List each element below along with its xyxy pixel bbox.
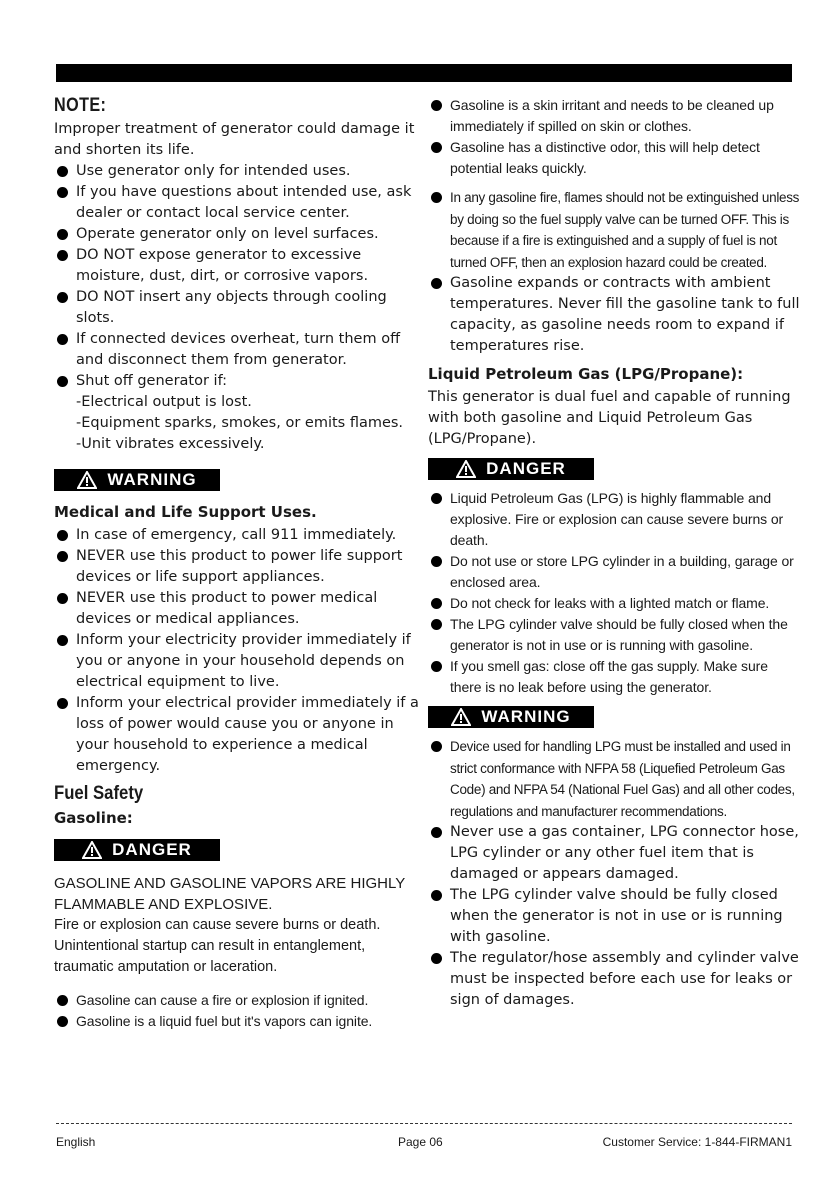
- note-heading: NOTE:: [54, 95, 107, 116]
- list-item: Gasoline has a distinctive odor, this will help detect potential leaks quickly.: [428, 137, 800, 179]
- gasoline-expansion-list: [428, 273, 800, 357]
- list-item: Gasoline is a skin irritant and needs to be cleaned up immediately if spilled on skin or clothes.: [428, 95, 800, 137]
- shutoff-condition: -Electrical output is lost.: [76, 394, 252, 410]
- list-item: Gasoline can cause a fire or explosion if ignited.: [54, 990, 424, 1011]
- warning-banner: [54, 469, 220, 491]
- list-item: The LPG cylinder valve should be fully closed when the generator is not in use or is running with gasoline.: [428, 614, 800, 656]
- footer-language: English: [56, 1135, 96, 1149]
- lpg-warning-list: [428, 736, 800, 822]
- list-item: NEVER use this product to power life support devices or life support appliances.: [54, 546, 424, 588]
- list-item: If connected devices overheat, turn them off and disconnect them from generator.: [54, 329, 424, 371]
- gasoline-fire-list: [428, 187, 800, 273]
- list-item: Liquid Petroleum Gas (LPG) is highly flammable and explosive. Fire or explosion can cause severe burns or death.: [428, 488, 800, 551]
- left-column: [54, 95, 424, 1032]
- warning-triangle-icon: [77, 471, 97, 489]
- gasoline-caps-warning: GASOLINE AND GASOLINE VAPORS ARE HIGHLY FLAMMABLE AND EXPLOSIVE.: [54, 875, 405, 913]
- lpg-heading: Liquid Petroleum Gas (LPG/Propane):: [428, 365, 744, 383]
- medical-heading: Medical and Life Support Uses.: [54, 503, 317, 521]
- lpg-text: This generator is dual fuel and capable of running with both gasoline and Liquid Petroleum Gas (LPG/Propane).: [428, 389, 791, 447]
- warning-label: WARNING: [107, 470, 197, 489]
- list-item: Do not check for leaks with a lighted match or flame.: [428, 593, 800, 614]
- list-item: Gasoline is a liquid fuel but it's vapors can ignite.: [54, 1011, 424, 1032]
- list-item: The LPG cylinder valve should be fully closed when the generator is not in use or is running with gasoline.: [428, 885, 800, 948]
- list-item: DO NOT insert any objects through cooling slots.: [54, 287, 424, 329]
- list-item: Use generator only for intended uses.: [54, 161, 424, 182]
- gasoline-list-continued: [428, 95, 800, 179]
- list-item: Operate generator only on level surfaces.: [54, 224, 424, 245]
- warning-triangle-icon: [451, 708, 471, 726]
- danger-banner: [54, 839, 220, 861]
- shutoff-condition: -Unit vibrates excessively.: [76, 436, 265, 452]
- gasoline-heading: Gasoline:: [54, 809, 133, 827]
- footer-page-number: Page 06: [398, 1135, 443, 1149]
- warning-label: WARNING: [481, 707, 571, 726]
- list-item: Inform your electrical provider immediately if a loss of power would cause you or anyone in your household to experience a medical emergency.: [54, 693, 424, 777]
- list-item: Gasoline expands or contracts with ambient temperatures. Never fill the gasoline tank to full capacity, as gasoline needs room to expand if temperatures rise.: [428, 273, 800, 357]
- note-list: [54, 161, 424, 392]
- lpg-warning-list-continued: [428, 822, 800, 1011]
- header-rule: [56, 64, 792, 82]
- shutoff-condition: -Equipment sparks, smokes, or emits flames.: [76, 415, 404, 431]
- list-item: Device used for handling LPG must be installed and used in strict conformance with NFPA 58 (Liquefied Petroleum Gas Code) and NFPA 54 (National Fuel Gas) and all other codes, regulations and manufacturer recommendations.: [428, 736, 800, 822]
- warning-triangle-icon: [82, 841, 102, 859]
- footer-rule: [56, 1123, 792, 1124]
- list-item: NEVER use this product to power medical devices or medical appliances.: [54, 588, 424, 630]
- list-item: In any gasoline fire, flames should not be extinguished unless by doing so the fuel supply valve can be turned OFF. This is because if a fire is extinguished and a supply of fuel is not turned OFF, then an explosion hazard could be created.: [428, 187, 800, 273]
- list-item: Never use a gas container, LPG connector hose, LPG cylinder or any other fuel item that is damaged or appears damaged.: [428, 822, 800, 885]
- right-column: [428, 95, 800, 1011]
- list-item: Inform your electricity provider immediately if you or anyone in your household depends on electrical equipment to live.: [54, 630, 424, 693]
- list-item: The regulator/hose assembly and cylinder valve must be inspected before each use for leaks or sign of damages.: [428, 948, 800, 1011]
- footer-customer-service: Customer Service: 1-844-FIRMAN1: [602, 1135, 792, 1149]
- fuel-safety-heading: Fuel Safety: [54, 783, 144, 804]
- lpg-danger-list: [428, 488, 800, 698]
- danger-banner: [428, 458, 594, 480]
- gasoline-hazard-text: Fire or explosion can cause severe burns or death. Unintentional startup can result in entanglement, traumatic amputation or laceration.: [54, 917, 381, 975]
- list-item: In case of emergency, call 911 immediately.: [54, 525, 424, 546]
- note-text: Improper treatment of generator could damage it and shorten its life.: [54, 121, 415, 158]
- danger-label: DANGER: [486, 459, 566, 478]
- medical-list: [54, 525, 424, 777]
- list-item: If you have questions about intended use, ask dealer or contact local service center.: [54, 182, 424, 224]
- list-item: DO NOT expose generator to excessive moisture, dust, dirt, or corrosive vapors.: [54, 245, 424, 287]
- warning-banner: [428, 706, 594, 728]
- gasoline-list: [54, 990, 424, 1032]
- list-item: Shut off generator if:: [54, 371, 424, 392]
- list-item: Do not use or store LPG cylinder in a building, garage or enclosed area.: [428, 551, 800, 593]
- warning-triangle-icon: [456, 460, 476, 478]
- danger-label: DANGER: [112, 840, 192, 859]
- list-item: If you smell gas: close off the gas supply. Make sure there is no leak before using the generator.: [428, 656, 800, 698]
